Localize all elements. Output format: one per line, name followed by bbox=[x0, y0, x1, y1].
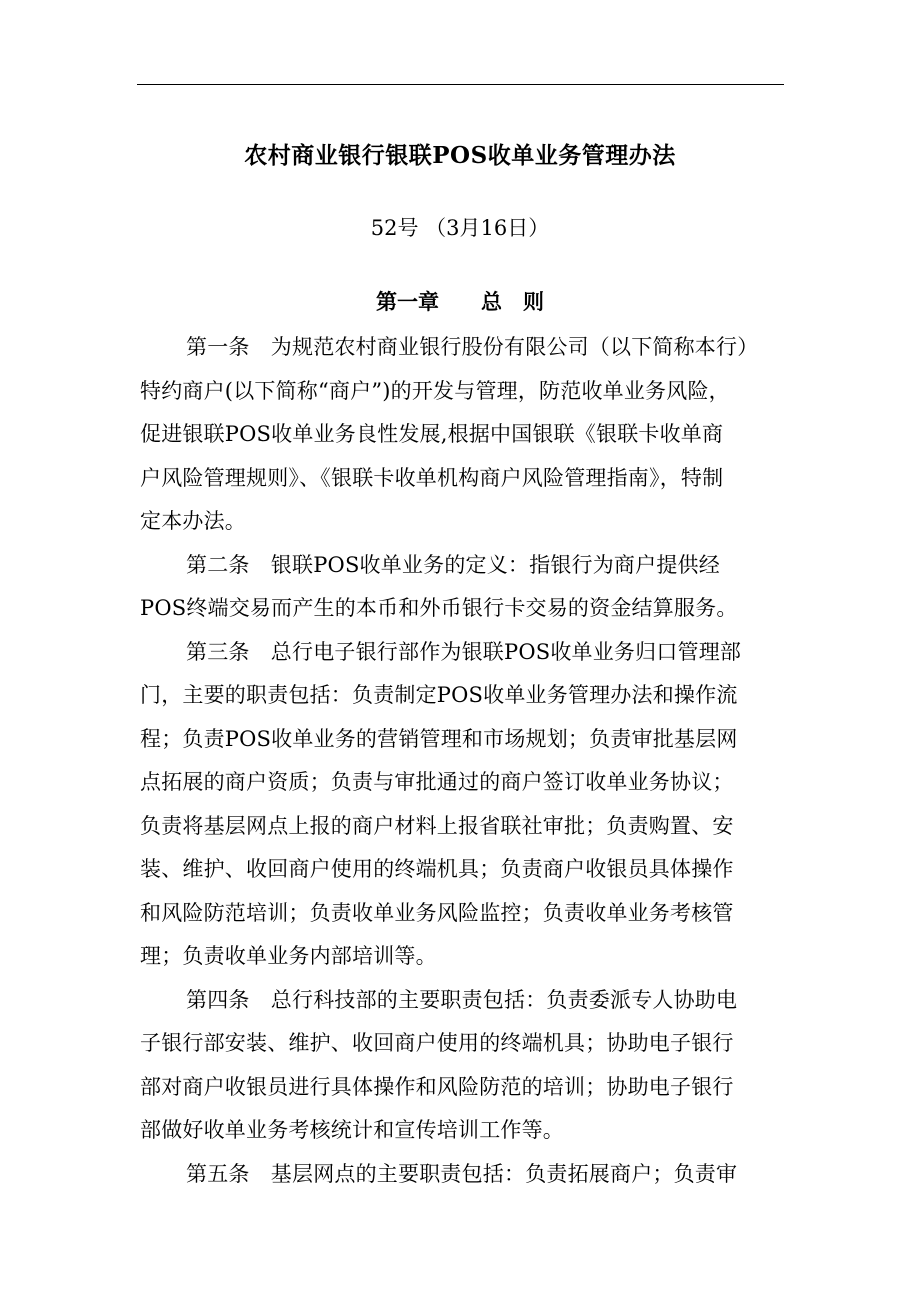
text-line: POS终端交易而产生的本币和外币银行卡交易的资金结算服务。 bbox=[140, 596, 738, 620]
text-line: 和风险防范培训；负责收单业务风险监控；负责收单业务考核管 bbox=[140, 900, 734, 925]
text-line: 程；负责POS收单业务的营销管理和市场规划；负责审批基层网 bbox=[140, 726, 738, 751]
text-line: 子银行部安装、维护、收回商户使用的终端机具；协助电子银行 bbox=[140, 1031, 734, 1055]
text-line: 部对商户收银员进行具体操作和风险防范的培训；协助电子银行 bbox=[140, 1074, 734, 1099]
text-line: 装、维护、收回商户使用的终端机具；负责商户收银员具体操作 bbox=[140, 857, 734, 881]
text-line: 第二条 银联POS收单业务的定义：指银行为商户提供经 bbox=[186, 552, 720, 577]
text-line: 第五条 基层网点的主要职责包括：负责拓展商户；负责审 bbox=[186, 1161, 738, 1186]
text-line: 第一条 为规范农村商业银行股份有限公司（以下简称本行） bbox=[186, 335, 759, 359]
text-line: 理；负责收单业务内部培训等。 bbox=[140, 944, 437, 968]
text-line: 第三条 总行电子银行部作为银联POS收单业务归口管理部 bbox=[186, 639, 742, 664]
text-line: 促进银联POS收单业务良性发展,根据中国银联《银联卡收单商 bbox=[140, 422, 724, 446]
text-line: 负责将基层网点上报的商户材料上报省联社审批；负责购置、安 bbox=[140, 813, 734, 838]
document-number: 52号 （3月16日） bbox=[370, 216, 550, 240]
article-3 bbox=[140, 631, 785, 979]
text-line: 特约商户(以下简称“商户”)的开发与管理，防范收单业务风险， bbox=[140, 378, 730, 403]
text-line: 点拓展的商户资质；负责与审批通过的商户签订收单业务协议； bbox=[140, 770, 734, 794]
chapter-heading: 第一章 总 则 bbox=[376, 289, 544, 314]
text-line: 门，主要的职责包括：负责制定POS收单业务管理办法和操作流 bbox=[140, 683, 738, 707]
document-body bbox=[140, 326, 785, 1196]
article-1 bbox=[140, 326, 785, 544]
article-4 bbox=[140, 979, 785, 1153]
document-title: 农村商业银行银联POS收单业务管理办法 bbox=[244, 142, 676, 169]
article-5 bbox=[140, 1153, 785, 1197]
article-2 bbox=[140, 544, 785, 631]
text-line: 定本办法。 bbox=[140, 509, 246, 533]
text-line: 第四条 总行科技部的主要职责包括：负责委派专人协助电 bbox=[186, 987, 738, 1012]
text-line: 部做好收单业务考核统计和宣传培训工作等。 bbox=[140, 1118, 564, 1142]
header-rule bbox=[137, 84, 784, 85]
text-line: 户风险管理规则》、《银联卡收单机构商户风险管理指南》，特制 bbox=[140, 465, 724, 490]
